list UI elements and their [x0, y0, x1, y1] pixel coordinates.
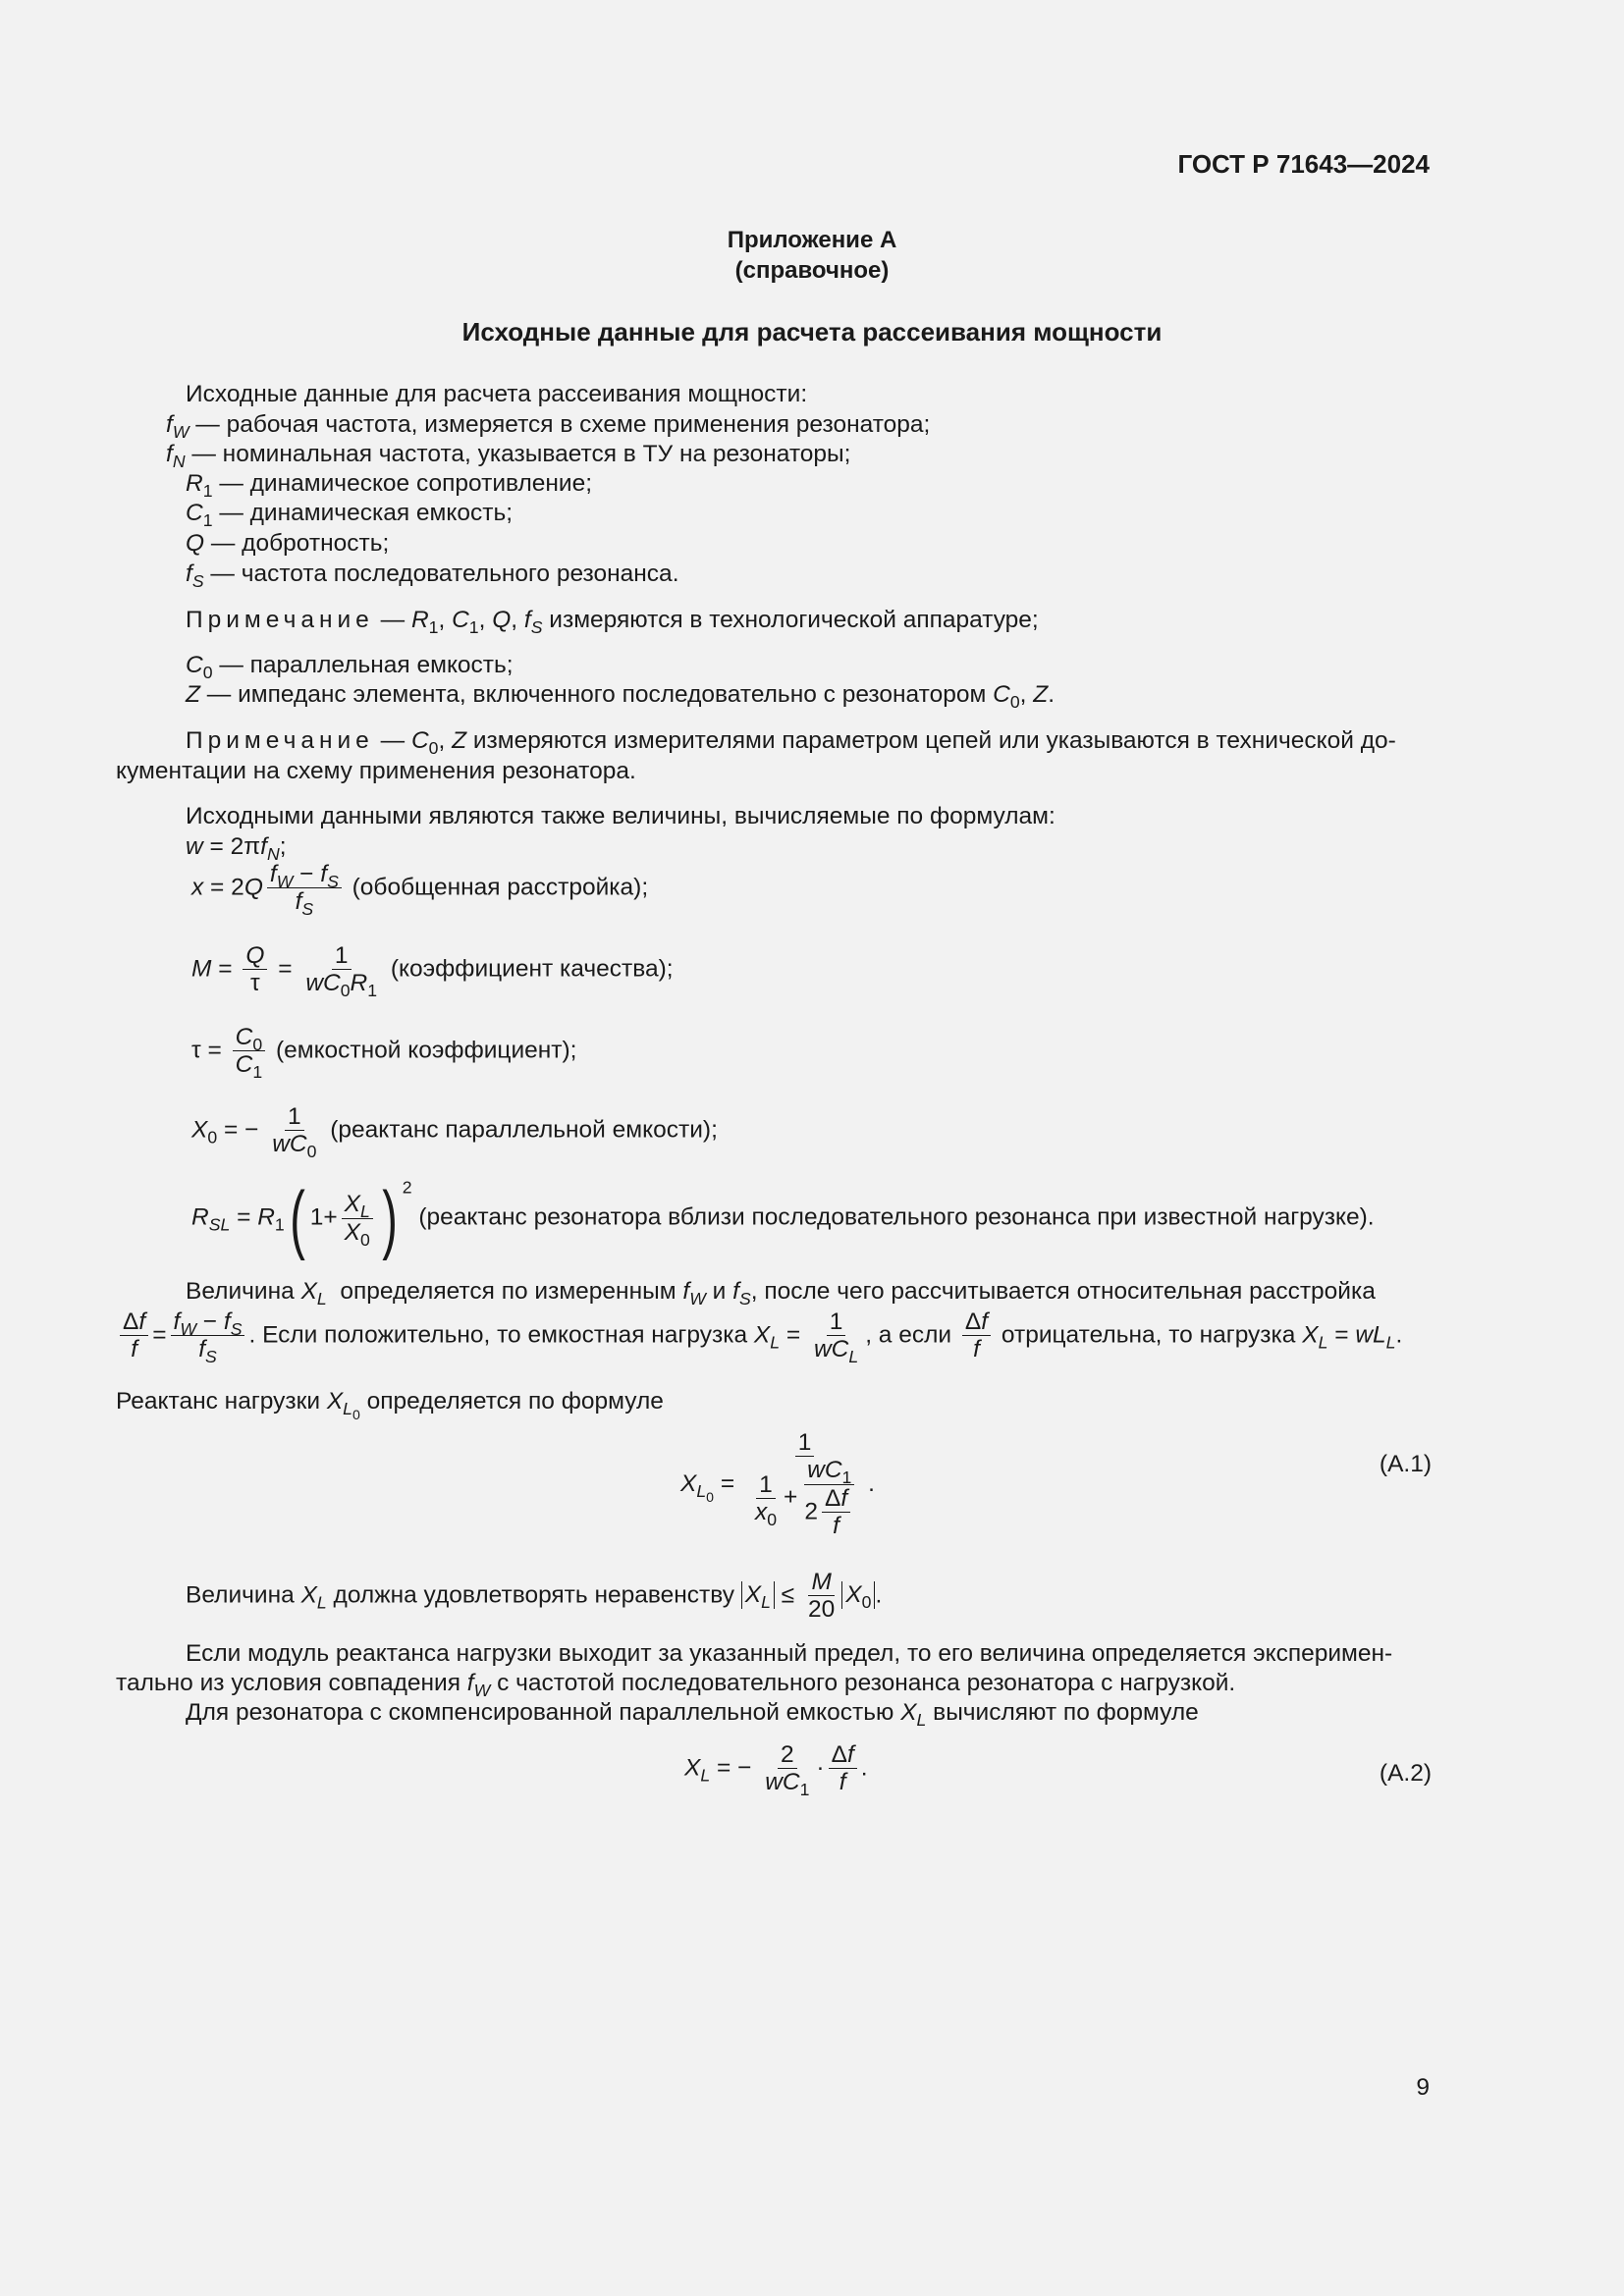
formula-rsl: $R_{SL} = R_1$( 1+ $\frac{X_L}{X_0}$ ) $^2$ (реактанс резонатора вблизи последовательного резонанса при известной нагрузке). [191, 1175, 1375, 1261]
page-number: 9 [1416, 2074, 1430, 2101]
section-title: Исходные данные для расчета рассеивания мощности [461, 317, 1163, 347]
para-modulus-line1: Если модуль реактанса нагрузки выходит за указанный предел, то его величина определяется эксперимен- [186, 1640, 1393, 1667]
formula-tau: τ = $\frac{C_0}{C_1}$ (емкостной коэффициент); [191, 1024, 577, 1083]
formula-m: M = $\frac{Q}{\tau}$ = $\frac{1}{wC_0R_1}$ (коэффициент качества); [191, 942, 674, 1001]
appendix-type: (справочное) [734, 257, 890, 284]
calc-intro: Исходными данными являются также величины, вычисляемые по формулам: [186, 803, 1056, 829]
formula-x-desc: (обобщенная расстройка); [352, 874, 649, 901]
def-z: Z — импеданс элемента, включенного последовательно с резонатором $C_0$, Z. [186, 681, 1056, 713]
para-xl-line2: $\frac{\Delta f}{f}$ = $\frac{f_W - f_S}{f_S}$ . Если положительно, то емкостная нагрузка $X_L$ = $\frac{1}{wC_L}$ , а если $\frac{\Delta f}{f}$ отрицательна, то нагрузка $X_L = wL_L$. [116, 1308, 1402, 1363]
def-r1: $R_1$ — динамическое сопротивление; [186, 470, 593, 502]
intro-text: Исходные данные для расчета рассеивания мощности: [186, 381, 808, 407]
para-modulus-line2: тально из условия совпадения $f_W$ с частотой последовательного резонанса резонатора с нагрузкой. [116, 1670, 1236, 1701]
appendix-title: Приложение А [727, 227, 897, 253]
formula-m-desc: (коэффициент качества); [390, 955, 674, 983]
def-q: Q — добротность; [186, 530, 390, 557]
para-comp: Для резонатора с скомпенсированной параллельной емкостью $X_L$ вычисляют по формуле [186, 1699, 1199, 1731]
def-fs: $f_S$ — частота последовательного резонанса. [186, 561, 679, 592]
def-fw: $f_W$ — рабочая частота, измеряется в схеме применения резонатора; [166, 411, 931, 443]
note-2-line2: кументации на схему применения резонатора. [116, 758, 636, 784]
formula-x0-desc: (реактанс параллельной емкости); [330, 1116, 718, 1144]
para-xl-line1: Величина $X_L$ определяется по измеренным $f_W$ и $f_S$, после чего рассчитывается относительная расстройка [186, 1278, 1376, 1309]
formula-tau-desc: (емкостной коэффициент); [275, 1037, 577, 1064]
formula-rsl-desc: (реактанс резонатора вблизи последовательного резонанса при известной нагрузке). [418, 1203, 1375, 1231]
equation-a2: $X_L$ = − $\frac{2}{wC_1}$ · $\frac{\Delta f}{f}$ . [684, 1741, 868, 1800]
equation-a1: $X_{L_0}$ = 1 $\frac{1}{x_0}$ + $wC_1$ 2 $\frac{\Delta f}{f}$ . [680, 1429, 875, 1540]
para-xl0: Реактанс нагрузки $X_{L_0}$ определяется по формуле [116, 1388, 664, 1423]
equation-a1-label: (А.1) [1379, 1451, 1432, 1477]
equation-a2-label: (А.2) [1379, 1760, 1432, 1787]
inequality-line: Величина $X_L$ должна удовлетворять неравенству $X_L$ ≤ $\frac{M}{20}$ $X_0$ . [186, 1569, 883, 1624]
document-id: ГОСТ Р 71643—2024 [1177, 149, 1430, 179]
def-c0: $C_0$ — параллельная емкость; [186, 652, 514, 683]
formula-w: $w = 2\pi f_N$; [186, 833, 287, 865]
formula-x: x = 2Q $\frac{f_W - f_S}{f_S}$ (обобщенная расстройка); [191, 861, 649, 920]
def-fn: $f_N$ — номинальная частота, указывается в ТУ на резонаторы; [166, 441, 851, 472]
def-c1: $C_1$ — динамическая емкость; [186, 500, 514, 531]
note-2-line1: Примечание — $C_0$, Z измеряются измерителями параметром цепей или указываются в технической до- [186, 727, 1396, 759]
note-1: Примечание — $R_1$, $C_1$, Q, $f_S$ измеряются в технологической аппаратуре; [186, 607, 1039, 638]
formula-x0: $X_0$ = − $\frac{1}{wC_0}$ (реактанс параллельной емкости); [191, 1103, 718, 1162]
